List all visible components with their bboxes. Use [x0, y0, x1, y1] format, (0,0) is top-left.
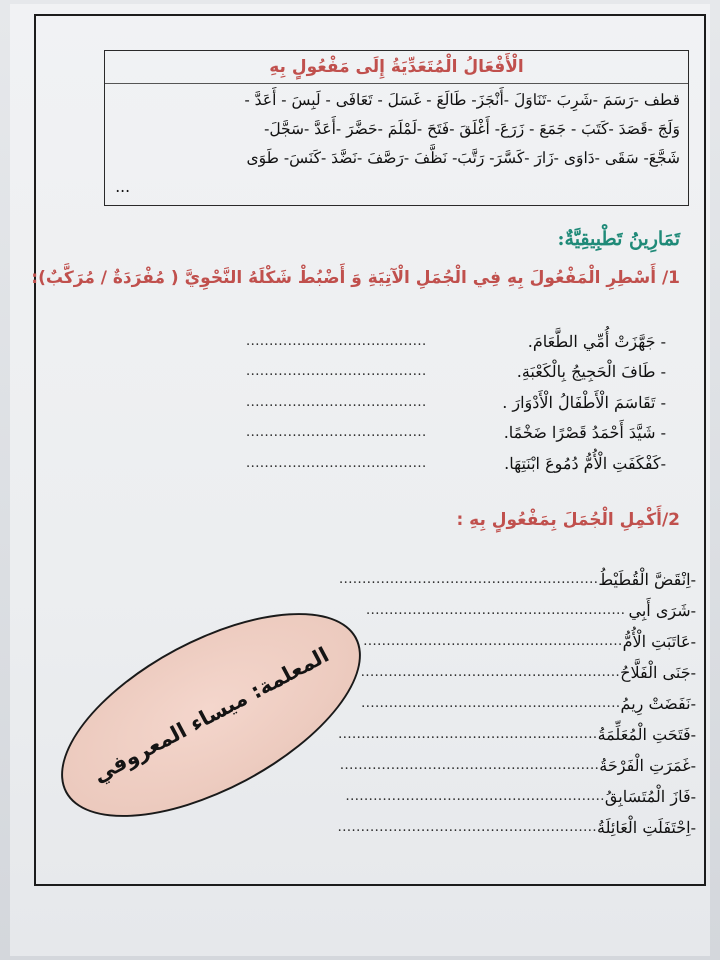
verbs-line: قطف -رَسَمَ -شَرِبَ -تَنَاوَلَ -أَنْجَزَ- طَالَعَ - غَسَلَ - تَعَافَى - لَبِسَ - أَعَدَّ - — [244, 91, 680, 109]
sentence-text: - تَقَاسَمَ الْأَطْفَالُ الْأَدْوَارَ . — [502, 392, 666, 412]
answer-blank[interactable]: ........................................................ — [337, 820, 597, 835]
sentence-text: -كَفْكَفَتِ الْأُمُّ دُمُوعَ ابْنَتِهَا. — [504, 453, 666, 473]
list-item — [246, 418, 666, 449]
answer-blank[interactable]: ........................................................ — [338, 727, 598, 742]
sentence-text: -شَرَى أَبِي — [628, 601, 696, 620]
verbs-line: ... — [115, 178, 130, 196]
exercises-title: تَمَارِينُ تَطْبِيقِيَّةٌ: — [557, 228, 680, 250]
list-item — [338, 564, 696, 595]
answer-blank[interactable]: ........................................................ — [363, 634, 623, 649]
list-item — [246, 357, 666, 388]
list-item — [366, 595, 696, 626]
answer-blank[interactable]: ........................................................ — [339, 758, 600, 773]
answer-blank[interactable]: ........................................................ — [345, 789, 605, 804]
answer-blank[interactable]: ....................................... — [246, 425, 427, 441]
sentence-text: -اِحْتَفَلَتِ الْعَائِلَةُ — [597, 818, 696, 837]
list-item — [246, 448, 666, 479]
verbs-line: شَجَّعَ- سَقَى -دَاوَى -زَارَ -كَسَّرَ- رَتَّبَ- نَظَّفَ -رَصَّفَ -نَضَّدَ -كَنَسَ- طَوَى — [246, 149, 680, 167]
list-item — [345, 781, 696, 812]
exercise-1-heading: 1/ أَسْطِرِ الْمَفْعُولَ بِهِ فِي الْجُمَلِ الْآتِيَةِ وَ أَضْبُطْ شَكْلَهُ النَّحْوِيَّ ( مُفْرَدَةٌ / مُرَكَّبٌ): — [31, 268, 680, 288]
verbs-box-title: الْأَفْعَالُ الْمُتَعَدِّيَةُ إِلَى مَفْعُولٍ بِهِ — [105, 51, 688, 84]
sentence-text: -نَفَضَتْ رِيمُ — [620, 694, 696, 713]
sentence-text: - جَهَّزَتْ أُمِّي الطَّعَامَ. — [527, 331, 666, 351]
sentence-text: -جَنَى الْفَلَّاحُ — [620, 663, 696, 682]
answer-blank[interactable]: ........................................................ — [361, 696, 621, 711]
answer-blank[interactable]: ....................................... — [246, 333, 427, 349]
sentence-text: -عَاتَبَتِ الْأُمُّ — [622, 632, 696, 651]
sentence-text: -فَتَحَتِ الْمُعَلِّمَةُ — [597, 725, 696, 744]
list-item — [363, 626, 696, 657]
sentence-text: -فَازَ الْمُتَسَابِقُ — [604, 787, 696, 806]
list-item — [360, 657, 696, 688]
list-item — [246, 387, 666, 418]
list-item — [361, 688, 696, 719]
transitive-verbs-box — [104, 50, 689, 206]
verbs-list — [105, 84, 688, 202]
list-item — [246, 326, 666, 357]
answer-blank[interactable]: ........................................................ — [360, 665, 621, 680]
sentence-text: -غَمَرَتِ الْفَرْحَةُ — [599, 756, 696, 775]
list-item — [337, 812, 696, 843]
list-item — [339, 750, 696, 781]
exercise-2-sentences — [337, 564, 696, 843]
worksheet-page — [10, 4, 710, 956]
answer-blank[interactable]: ........................................................ — [338, 572, 599, 587]
answer-blank[interactable]: ........................................................ — [366, 603, 626, 618]
answer-blank[interactable]: ....................................... — [246, 455, 427, 471]
sentence-text: - شَيَّدَ أَحْمَدُ قَصْرًا ضَخْمًا. — [503, 423, 666, 443]
exercise-1-sentences — [246, 326, 666, 479]
sentence-text: - طَافَ الْحَجِيجُ بِالْكَعْبَةِ. — [516, 362, 666, 382]
answer-blank[interactable]: ....................................... — [246, 364, 427, 380]
exercise-2-heading: 2/أَكْمِلِ الْجُمَلَ بِمَفْعُولٍ بِهِ : — [456, 510, 680, 530]
teacher-name: المعلمة: ميساء المعروفي — [89, 642, 333, 788]
answer-blank[interactable]: ....................................... — [246, 394, 427, 410]
list-item — [338, 719, 696, 750]
sentence-text: -اِنْقَضَّ الْقُطَيْطُ — [598, 570, 696, 589]
verbs-line: وَلَجَ -قَصَدَ -كَتَبَ - جَمَعَ - زَرَعَ- أَغْلَقَ -فَتَحَ -لَمْلَمَ -حَضَّرَ -أَعَدَّ -سَجَّلَ- — [264, 120, 680, 138]
